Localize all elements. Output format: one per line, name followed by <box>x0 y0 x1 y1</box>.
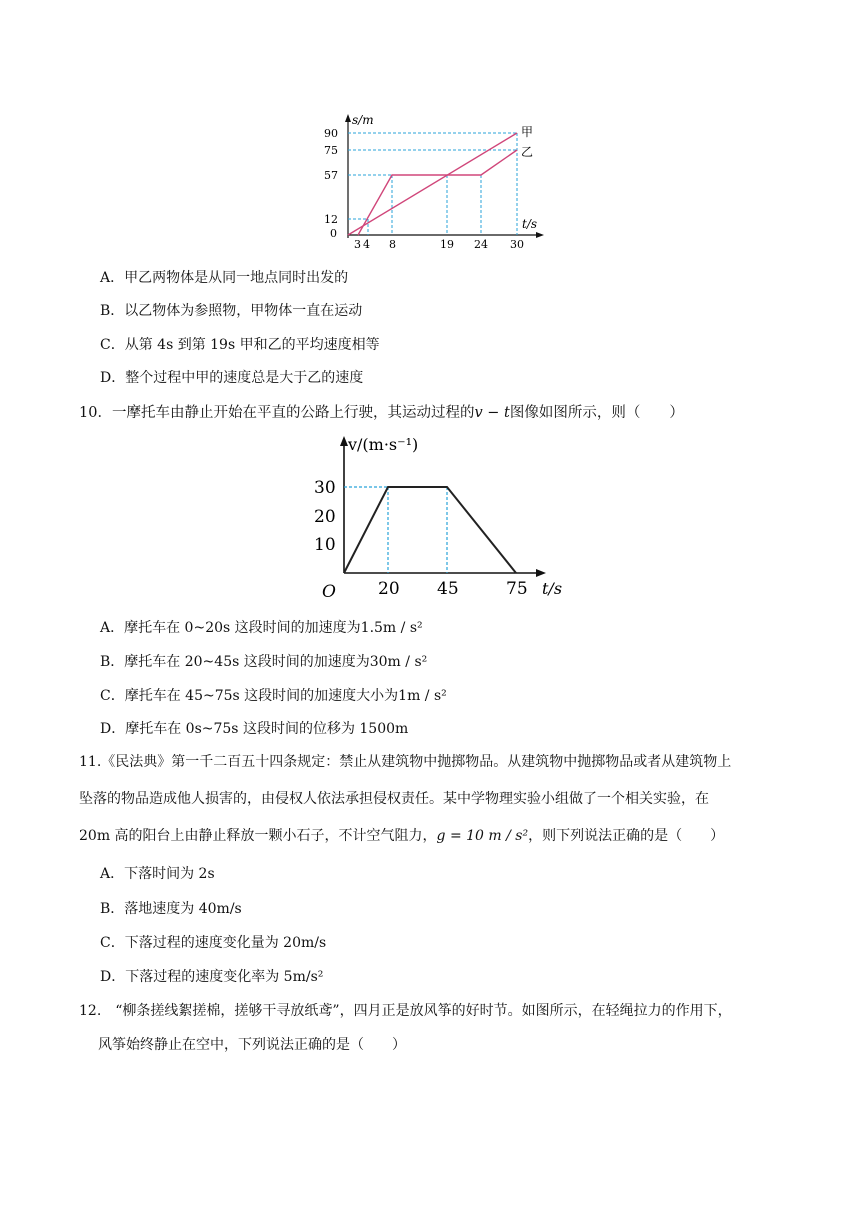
q11-line-1: 11.《民法典》第一千二百五十四条规定：禁止从建筑物中抛掷物品。从建筑物中抛掷物品或者从建筑物上 <box>79 754 732 770</box>
q11-line-3-a: 20m 高的阳台上由静止释放一颗小石子，不计空气阻力， <box>79 828 437 844</box>
vt-x-arrow <box>536 569 546 577</box>
st-x-tick: 3 <box>354 238 361 250</box>
st-x-tick: 30 <box>510 238 524 250</box>
q11-line-3 <box>79 826 724 846</box>
q10-option-b-text: B．摩托车在 20~45s 这段时间的加速度为 <box>100 654 370 670</box>
q12-line-1: 12. “柳条搓线絮搓棉，搓够干寻放纸鸢”，四月正是放风筝的好时节。如图所示，在轻绳拉力的作用下， <box>79 1003 732 1019</box>
q11-option-a: A．下落时间为 2s <box>100 866 215 882</box>
q10-option-a-text: A．摩托车在 0~20s 这段时间的加速度为 <box>100 620 361 636</box>
q11-line-2: 坠落的物品造成他人损害的，由侵权人依法承担侵权责任。某中学物理实验小组做了一个相关实验，在 <box>79 791 709 807</box>
st-y-tick: 57 <box>324 169 338 182</box>
st-series-jia <box>348 133 517 235</box>
st-graph <box>300 110 550 250</box>
vt-y-tick: 10 <box>314 535 336 555</box>
q12-line-2: 风筝始终静止在空中，下列说法正确的是（ ） <box>98 1037 406 1053</box>
q11-option-d: D．下落过程的速度变化率为 5m/s² <box>100 969 324 985</box>
st-y-arrow <box>345 114 351 122</box>
vt-graph <box>300 432 580 602</box>
q11-gravity: g = 10 m / s² <box>436 828 529 844</box>
q9-option-b: B．以乙物体为参照物，甲物体一直在运动 <box>100 303 363 319</box>
vt-x-label: t/s <box>542 579 563 598</box>
q9-option-c: C．从第 4s 到第 19s 甲和乙的平均速度相等 <box>100 337 380 353</box>
st-y-label: s/m <box>352 113 374 127</box>
st-y-tick: 12 <box>324 213 338 226</box>
st-series-yi <box>358 150 517 235</box>
st-y-tick: 0 <box>330 227 337 240</box>
q10-option-d: D．摩托车在 0s~75s 这段时间的位移为 1500m <box>100 721 409 737</box>
vt-y-tick: 20 <box>314 507 336 527</box>
q11-option-c: C．下落过程的速度变化量为 20m/s <box>100 935 327 951</box>
q10-option-c <box>100 686 447 706</box>
q10-text-before: 10．一摩托车由静止开始在平直的公路上行驶，其运动过程的 <box>79 405 475 421</box>
q9-option-a: A．甲乙两物体是从同一地点同时出发的 <box>100 270 349 286</box>
st-x-tick: 19 <box>440 238 454 250</box>
q10-option-c-text: C．摩托车在 45~75s 这段时间的加速度大小为 <box>100 688 399 704</box>
st-y-tick: 75 <box>324 144 338 157</box>
q10-option-c-value: 1m / s² <box>398 688 447 704</box>
q11-line-3-b: ，则下列说法正确的是（ ） <box>528 828 725 844</box>
q10-stem <box>79 403 785 423</box>
st-x-tick: 4 <box>363 238 370 250</box>
st-x-arrow <box>536 232 544 238</box>
q10-text-after: 图像如图所示，则（ ） <box>509 405 684 421</box>
st-y-tick: 90 <box>324 127 338 140</box>
vt-y-tick: 30 <box>314 478 336 498</box>
vt-series <box>344 487 516 573</box>
q10-vt: v − t <box>474 405 510 421</box>
vt-x-tick: 75 <box>506 579 528 599</box>
st-series-label: 乙 <box>521 145 534 159</box>
st-x-tick: 24 <box>474 238 488 250</box>
q10-option-b <box>100 652 427 672</box>
vt-x-tick: 20 <box>378 579 400 599</box>
q11-option-b: B．落地速度为 40m/s <box>100 901 242 917</box>
q9-option-d: D．整个过程中甲的速度总是大于乙的速度 <box>100 370 364 386</box>
st-series-label: 甲 <box>521 125 534 139</box>
q10-option-b-value: 30m / s² <box>369 654 428 670</box>
vt-origin: O <box>322 582 336 602</box>
st-x-tick: 8 <box>389 238 396 250</box>
q10-option-a-value: 1.5m / s² <box>360 620 423 636</box>
vt-x-tick: 45 <box>437 579 459 599</box>
vt-y-label: v/(m·s⁻¹) <box>348 435 419 454</box>
q10-option-a <box>100 618 423 638</box>
st-x-label: t/s <box>522 217 538 231</box>
vt-y-arrow <box>340 436 348 446</box>
